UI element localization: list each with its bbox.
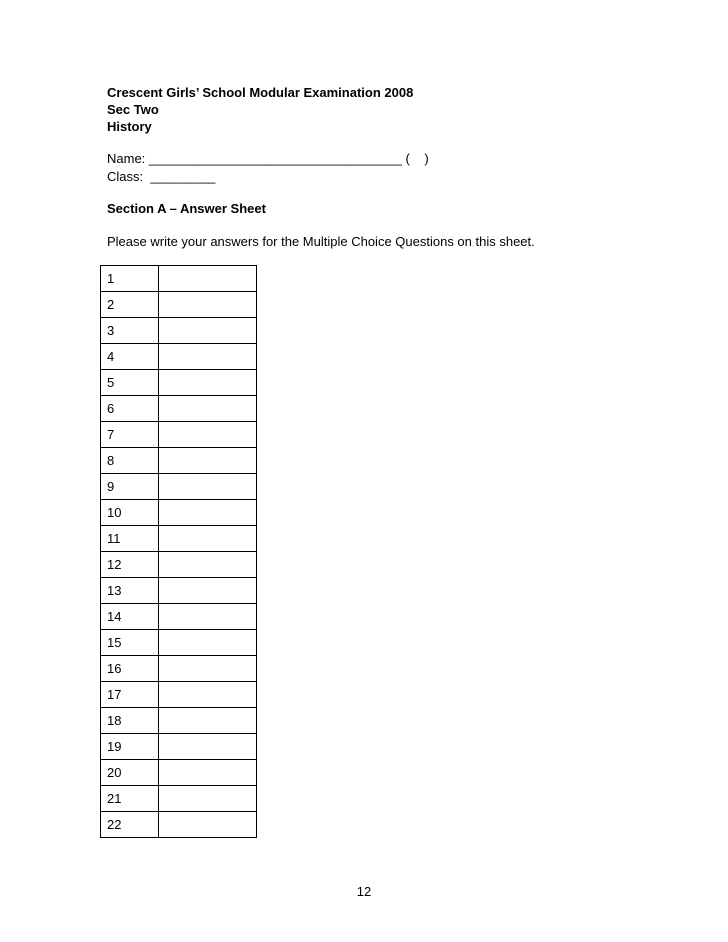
answer-cell[interactable]	[159, 344, 257, 370]
answer-cell[interactable]	[159, 760, 257, 786]
answer-cell[interactable]	[159, 292, 257, 318]
answer-cell[interactable]	[159, 734, 257, 760]
answer-cell[interactable]	[159, 318, 257, 344]
instructions-text: Please write your answers for the Multiple Choice Questions on this sheet.	[107, 234, 535, 249]
answer-row	[101, 578, 257, 604]
answer-cell[interactable]	[159, 370, 257, 396]
answer-row	[101, 552, 257, 578]
answer-row	[101, 734, 257, 760]
answer-table	[100, 265, 257, 838]
answer-cell[interactable]	[159, 526, 257, 552]
answer-cell[interactable]	[159, 682, 257, 708]
question-number: 5	[101, 370, 159, 396]
answer-row	[101, 370, 257, 396]
answer-cell[interactable]	[159, 266, 257, 292]
question-number: 12	[101, 552, 159, 578]
question-number: 10	[101, 500, 159, 526]
question-number: 19	[101, 734, 159, 760]
question-number: 6	[101, 396, 159, 422]
answer-row	[101, 630, 257, 656]
answer-row	[101, 292, 257, 318]
question-number: 17	[101, 682, 159, 708]
class-field: Class: _________	[107, 169, 216, 184]
question-number: 8	[101, 448, 159, 474]
answer-row	[101, 760, 257, 786]
question-number: 4	[101, 344, 159, 370]
answer-row	[101, 448, 257, 474]
answer-row	[101, 656, 257, 682]
question-number: 9	[101, 474, 159, 500]
question-number: 2	[101, 292, 159, 318]
answer-row	[101, 682, 257, 708]
question-number: 7	[101, 422, 159, 448]
answer-row	[101, 786, 257, 812]
exam-subject: History	[107, 119, 152, 134]
answer-row	[101, 500, 257, 526]
answer-row	[101, 396, 257, 422]
answer-cell[interactable]	[159, 422, 257, 448]
question-number: 21	[101, 786, 159, 812]
answer-cell[interactable]	[159, 578, 257, 604]
answer-row	[101, 266, 257, 292]
answer-cell[interactable]	[159, 448, 257, 474]
answer-row	[101, 604, 257, 630]
question-number: 11	[101, 526, 159, 552]
answer-row	[101, 318, 257, 344]
answer-row	[101, 474, 257, 500]
question-number: 18	[101, 708, 159, 734]
exam-title: Crescent Girls’ School Modular Examination 2008	[107, 85, 414, 100]
page-number: 12	[356, 884, 372, 899]
answer-cell[interactable]	[159, 604, 257, 630]
answer-cell[interactable]	[159, 812, 257, 838]
question-number: 15	[101, 630, 159, 656]
answer-row	[101, 526, 257, 552]
question-number: 1	[101, 266, 159, 292]
answer-cell[interactable]	[159, 500, 257, 526]
answer-row	[101, 812, 257, 838]
exam-level: Sec Two	[107, 102, 159, 117]
question-number: 13	[101, 578, 159, 604]
answer-cell[interactable]	[159, 786, 257, 812]
question-number: 3	[101, 318, 159, 344]
question-number: 16	[101, 656, 159, 682]
question-number: 22	[101, 812, 159, 838]
answer-cell[interactable]	[159, 708, 257, 734]
answer-row	[101, 422, 257, 448]
answer-row	[101, 708, 257, 734]
name-field: Name: ___________________________________ ( )	[107, 151, 429, 166]
section-heading: Section A – Answer Sheet	[107, 201, 266, 216]
answer-cell[interactable]	[159, 656, 257, 682]
question-number: 20	[101, 760, 159, 786]
answer-cell[interactable]	[159, 396, 257, 422]
answer-row	[101, 344, 257, 370]
answer-cell[interactable]	[159, 474, 257, 500]
answer-table-body	[101, 266, 257, 838]
answer-cell[interactable]	[159, 552, 257, 578]
question-number: 14	[101, 604, 159, 630]
answer-cell[interactable]	[159, 630, 257, 656]
